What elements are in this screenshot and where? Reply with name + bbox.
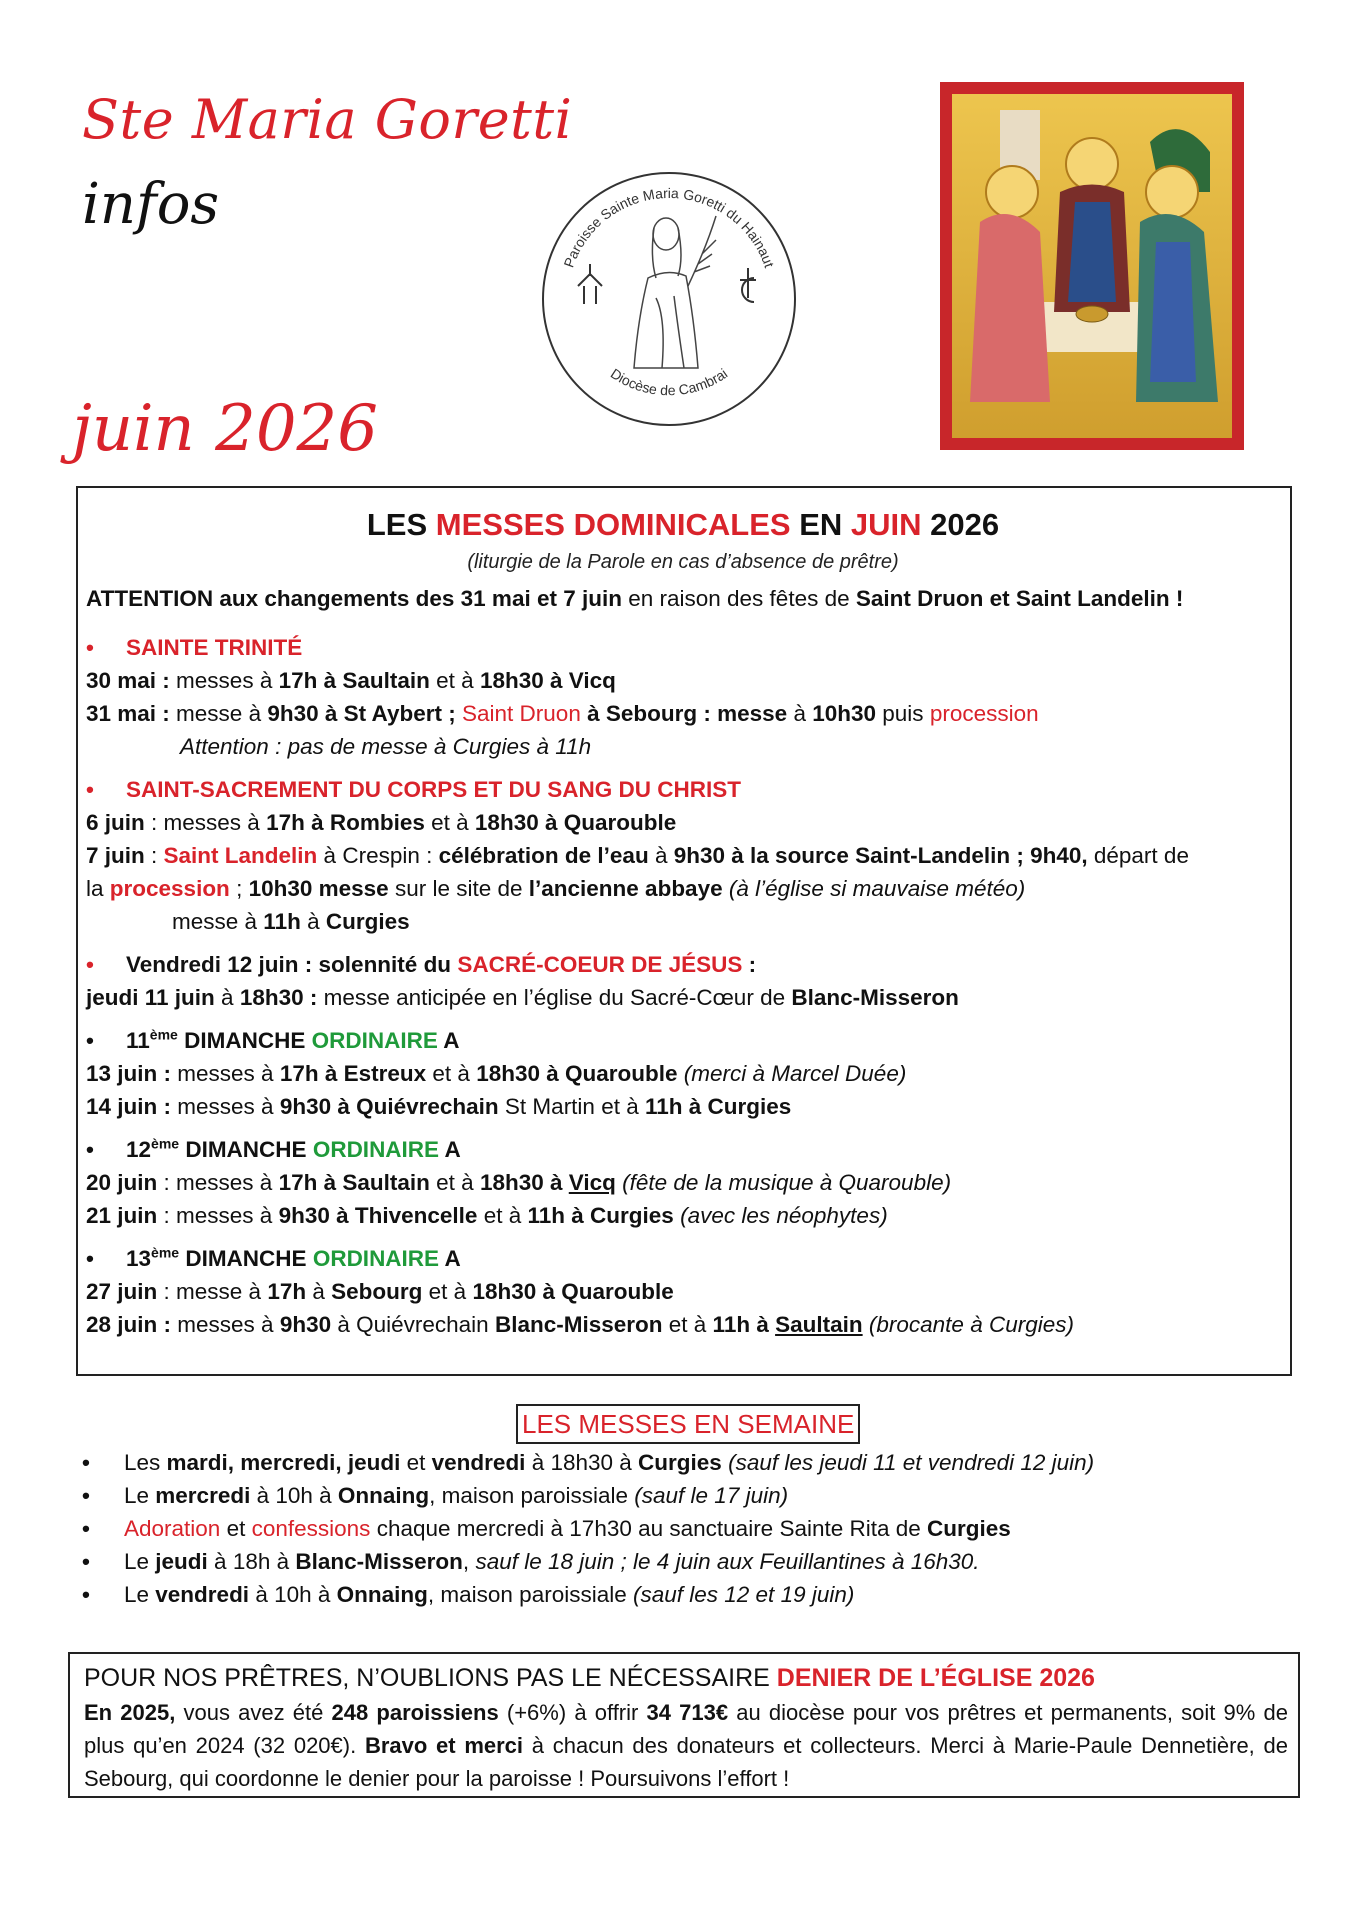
seal-top-text: Paroisse Sainte Maria Goretti du Hainaut — [560, 184, 778, 270]
sunday-masses-heading: LES MESSES DOMINICALES EN JUIN 2026 — [366, 507, 1000, 542]
section-11e-dimanche — [86, 1024, 1280, 1123]
section-sacre-coeur — [86, 948, 1280, 1014]
weekday-masses-title: LES MESSES EN SEMAINE — [516, 1404, 860, 1444]
mass-line: 30 mai : messes à 17h à Saultain et à 18h30 à Vicq — [86, 668, 616, 693]
sunday-masses-box — [76, 486, 1292, 1376]
mass-line: 6 juin : messes à 17h à Rombies et à 18h30 à Quarouble — [86, 810, 677, 835]
newsletter-month: juin 2026 — [72, 392, 378, 466]
section-13e-dimanche — [86, 1242, 1280, 1341]
list-item: • Le vendredi à 10h à Onnaing, maison paroissiale (sauf les 12 et 19 juin) — [80, 1578, 1300, 1611]
section-title: • SAINTE TRINITÉ — [86, 631, 1280, 664]
list-item: • Les mardi, mercredi, jeudi et vendredi à 18h30 à Curgies (sauf les jeudi 11 et vendredi 12 juin) — [80, 1446, 1300, 1479]
mass-line: jeudi 11 juin à 18h30 : messe anticipée en l’église du Sacré-Cœur de Blanc-Misseron — [86, 985, 959, 1010]
mass-line: 20 juin : messes à 17h à Saultain et à 18h30 à Vicq (fête de la musique à Quarouble) — [86, 1170, 952, 1195]
parish-seal-logo — [538, 168, 800, 430]
mass-line: 13 juin : messes à 17h à Estreux et à 18h30 à Quarouble (merci à Marcel Duée) — [86, 1061, 907, 1086]
newsletter-title: Ste Maria Goretti — [82, 88, 573, 151]
mass-note: Attention : pas de messe à Curgies à 11h — [180, 734, 592, 759]
section-title: • 11ème DIMANCHE ORDINAIRE A — [86, 1024, 1280, 1057]
attention-notice: ATTENTION aux changements des 31 mai et 7 juin en raison des fêtes de Saint Druon et Saint Landelin ! — [86, 586, 1184, 611]
mass-line: messe à 11h à Curgies — [172, 909, 410, 934]
mass-line: 21 juin : messes à 9h30 à Thivencelle et à 11h à Curgies (avec les néophytes) — [86, 1203, 888, 1228]
section-title: • SAINT-SACREMENT DU CORPS ET DU SANG DU CHRIST — [86, 773, 1280, 806]
mass-line: 28 juin : messes à 9h30 à Quiévrechain Blanc-Misseron et à 11h à Saultain (brocante à Curgies) — [86, 1312, 1074, 1337]
mass-line: la procession ; 10h30 messe sur le site de l’ancienne abbaye (à l’église si mauvaise météo) — [86, 876, 1026, 901]
section-title: • 13ème DIMANCHE ORDINAIRE A — [86, 1242, 1280, 1275]
sunday-masses-subheading: (liturgie de la Parole en cas d’absence de prêtre) — [467, 551, 899, 573]
denier-box — [68, 1652, 1300, 1798]
section-title: • Vendredi 12 juin : solennité du SACRÉ-COEUR DE JÉSUS : — [86, 948, 1280, 981]
svg-text:Diocèse de Cambrai — [608, 365, 730, 398]
section-sainte-trinite — [86, 631, 1280, 763]
weekday-masses-list — [80, 1446, 1300, 1611]
denier-title: POUR NOS PRÊTRES, N’OUBLIONS PAS LE NÉCESSAIRE DENIER DE L’ÉGLISE 2026 — [84, 1664, 1095, 1692]
section-title: • 12ème DIMANCHE ORDINAIRE A — [86, 1133, 1280, 1166]
list-item: • Le mercredi à 10h à Onnaing, maison paroissiale (sauf le 17 juin) — [80, 1479, 1300, 1512]
mass-line: 14 juin : messes à 9h30 à Quiévrechain St Martin et à 11h à Curgies — [86, 1094, 792, 1119]
mass-line: 27 juin : messe à 17h à Sebourg et à 18h30 à Quarouble — [86, 1279, 674, 1304]
section-saint-sacrement — [86, 773, 1280, 938]
denier-text: En 2025, vous avez été 248 paroissiens (+6%) à offrir 34 713€ au diocèse pour vos prêtres et permanents, soit 9% de plus qu’en 2024 (32 020€). Bravo et merci à chacun des donateurs et collecteurs. Merci à Marie-Paule Dennetière, de Sebourg, qui coordonne le denier pour la paroisse ! Poursuivons l’effort ! — [84, 1700, 1288, 1791]
list-item: • Adoration et confessions chaque mercredi à 17h30 au sanctuaire Sainte Rita de Curgies — [80, 1512, 1300, 1545]
mass-line: 7 juin : Saint Landelin à Crespin : célébration de l’eau à 9h30 à la source Saint-Landelin ; 9h40, départ de — [86, 843, 1189, 868]
mass-line: 31 mai : messe à 9h30 à St Aybert ; Saint Druon à Sebourg : messe à 10h30 puis procession — [86, 701, 1039, 726]
trinity-icon-image — [940, 82, 1244, 450]
section-12e-dimanche — [86, 1133, 1280, 1232]
list-item: • Le jeudi à 18h à Blanc-Misseron, sauf le 18 juin ; le 4 juin aux Feuillantines à 16h30. — [80, 1545, 1300, 1578]
seal-bottom-text: Diocèse de Cambrai — [607, 365, 731, 399]
newsletter-subtitle: infos — [82, 172, 220, 237]
